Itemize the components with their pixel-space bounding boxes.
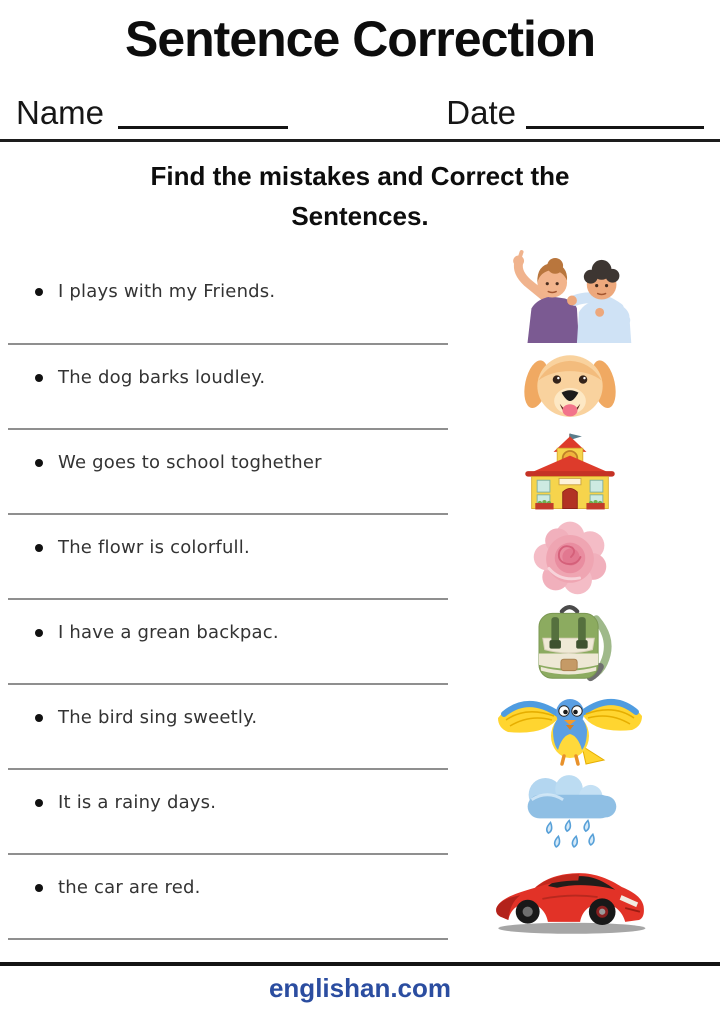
exercise-row (0, 600, 720, 685)
sentence-text: It is a rainy days. (58, 791, 217, 813)
bird-illustration (448, 685, 720, 770)
name-write-line (118, 100, 288, 129)
sentence-text: I plays with my Friends. (58, 280, 276, 302)
sentence-text: the car are red. (58, 876, 201, 898)
sentence-text: The bird sing sweetly. (58, 706, 258, 728)
rain-cloud-illustration (448, 770, 720, 855)
school-illustration (448, 430, 720, 515)
backpack-illustration (448, 600, 720, 685)
footer-website: englishan.com (268, 972, 452, 1003)
bullet-dot (35, 629, 43, 637)
red-car-illustration (448, 855, 720, 940)
bullet-dot (35, 714, 43, 722)
rose-illustration (448, 515, 720, 600)
name-label: Name (16, 94, 105, 131)
footer-divider (0, 962, 720, 966)
bullet-dot (35, 288, 43, 296)
sentence-cell (8, 430, 448, 515)
name-date-row (0, 87, 720, 129)
name-field (16, 96, 288, 129)
sentence-cell (8, 247, 448, 345)
exercise-row (0, 855, 720, 940)
exercise-row (0, 430, 720, 515)
sentence-cell (8, 345, 448, 430)
sentence-text: I have a grean backpac. (58, 621, 279, 643)
sentence-cell (8, 515, 448, 600)
sentence-text: The flowr is colorfull. (58, 536, 250, 558)
bullet-dot (35, 544, 43, 552)
sentence-cell (8, 855, 448, 940)
dog-illustration (448, 345, 720, 430)
bullet-dot (35, 799, 43, 807)
friends-illustration (448, 247, 720, 345)
exercise-list (0, 247, 720, 940)
page-title: Sentence Correction (124, 11, 595, 67)
exercise-row (0, 770, 720, 855)
sentence-text: We goes to school toghether (58, 451, 322, 473)
instructions-heading: Find the mistakes and Correct the Sentences. (150, 161, 570, 232)
exercise-row (0, 247, 720, 345)
exercise-row (0, 345, 720, 430)
exercise-row (0, 685, 720, 770)
date-field (446, 96, 704, 129)
date-write-line (526, 100, 704, 129)
date-label: Date (446, 94, 516, 131)
sentence-cell (8, 685, 448, 770)
bullet-dot (35, 884, 43, 892)
header-divider (0, 139, 720, 142)
sentence-cell (8, 600, 448, 685)
bullet-dot (35, 374, 43, 382)
exercise-row (0, 515, 720, 600)
bullet-dot (35, 459, 43, 467)
sentence-cell (8, 770, 448, 855)
sentence-text: The dog barks loudley. (58, 366, 266, 388)
